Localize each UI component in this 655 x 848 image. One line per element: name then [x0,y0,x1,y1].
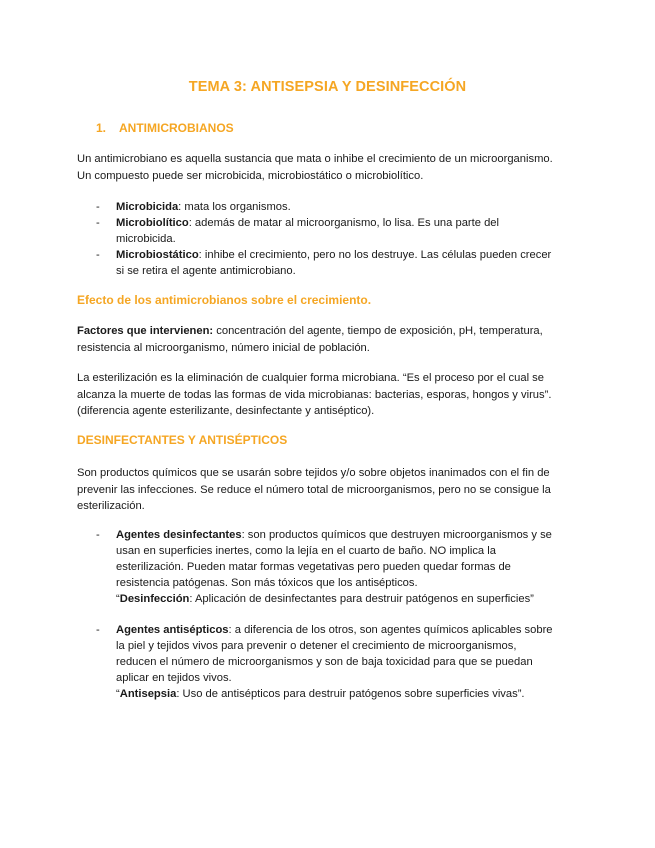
factores-text: resistencia al microorganismo, número inicial de población. [77,341,370,354]
quote-term: Desinfección [119,593,190,605]
paragraph-line: esterilización. [77,500,145,512]
bullet-dash: - [96,249,100,261]
bullet-text [116,622,576,702]
bullet-desc: esterilización. Pueden matar formas vegetativas pero pueden quedar formas de [116,561,511,573]
subsection-heading: Efecto de los antimicrobianos sobre el crecimiento. [77,293,372,307]
quote-term: Antisepsia [119,688,177,700]
bullet-dash: - [96,624,100,636]
factores-paragraph [77,323,582,356]
paragraph-line: prevenir las infecciones. Se reduce el número total de microorganismos, pero no se consigue la [77,483,551,496]
bullet-dash: - [96,201,100,213]
bullet-term: Agentes desinfectantes [116,529,242,541]
intro-paragraph [77,151,582,184]
esterilizacion-paragraph [77,370,582,420]
quote-text: : Aplicación de desinfectantes para destruir patógenos en superficies” [189,593,534,605]
paragraph-line: Son productos químicos que se usarán sobre tejidos y/o sobre objetos inanimados con el fin de [77,467,550,479]
definition-quote [116,686,576,702]
bullet-desc: : son productos químicos que destruyen microorganismos y se [241,529,552,541]
bullet-text [116,199,576,215]
section-number: 1. [96,121,107,135]
bullet-desc: : a diferencia de los otros, son agentes químicos aplicables sobre [228,624,553,636]
paragraph-line: La esterilización es la eliminación de cualquier forma microbiana. “Es el proceso por el cual se [77,372,544,384]
intro-line: Un antimicrobiano es aquella sustancia que mata o inhibe el crecimiento de un microorganismo. [77,153,553,165]
bullet-desc: microbicida. [116,233,176,245]
bullet-desc: reducen el número de microorganismos y son de baja toxicidad para que se puedan [116,656,533,668]
definition-quote [116,591,576,607]
quote-mark: “ [116,593,120,605]
intro-line: Un compuesto puede ser microbicida, microbiostático o microbiolítico. [77,169,424,182]
bullet-desc: : mata los organismos. [178,201,291,213]
bullet-desc: : además de matar al microorganismo, lo lisa. Es una parte del [188,217,500,229]
bullet-desc: aplicar en tejidos vivos. [116,672,232,684]
bullet-text [116,527,576,607]
desinfectantes-intro [77,465,582,515]
bullet-desc: la piel y tejidos vivos para prevenir o detener el crecimiento de microorganismos, [116,640,517,652]
subsection-heading: DESINFECTANTES Y ANTISÉPTICOS [77,433,288,447]
section-heading: ANTIMICROBIANOS [119,121,234,135]
paragraph-line: (diferencia agente esterilizante, desinfectante y antiséptico). [77,405,375,417]
bullet-term: Microbiostático [116,249,199,261]
quote-mark: “ [116,688,120,700]
bullet-desc: : inhibe el crecimiento, pero no los destruye. Las células pueden crecer [198,249,552,261]
factores-label: Factores que intervienen: [77,325,214,337]
bullet-dash: - [96,529,100,541]
bullet-term: Microbicida [116,201,179,213]
bullet-text [116,247,576,279]
bullet-desc: resistencia patógenas. Son más tóxicos que los antisépticos. [116,577,418,589]
bullet-desc: usan en superficies inertes, como la lejía en el cuarto de baño. NO implica la [116,545,496,557]
bullet-text [116,215,576,247]
factores-text: concentración del agente, tiempo de exposición, pH, temperatura, [213,325,543,337]
quote-text: : Uso de antisépticos para destruir patógenos sobre superficies vivas”. [176,688,525,700]
bullet-dash: - [96,217,100,229]
paragraph-line: alcanza la muerte de todas las formas de vida microbianas: bacterias, esporas, hongos y virus”. [77,388,552,401]
bullet-term: Microbiolítico [116,217,189,229]
page-title: TEMA 3: ANTISEPSIA Y DESINFECCIÓN [188,79,467,95]
bullet-desc: si se retira el agente antimicrobiano. [116,265,296,277]
bullet-term: Agentes antisépticos [116,624,229,636]
